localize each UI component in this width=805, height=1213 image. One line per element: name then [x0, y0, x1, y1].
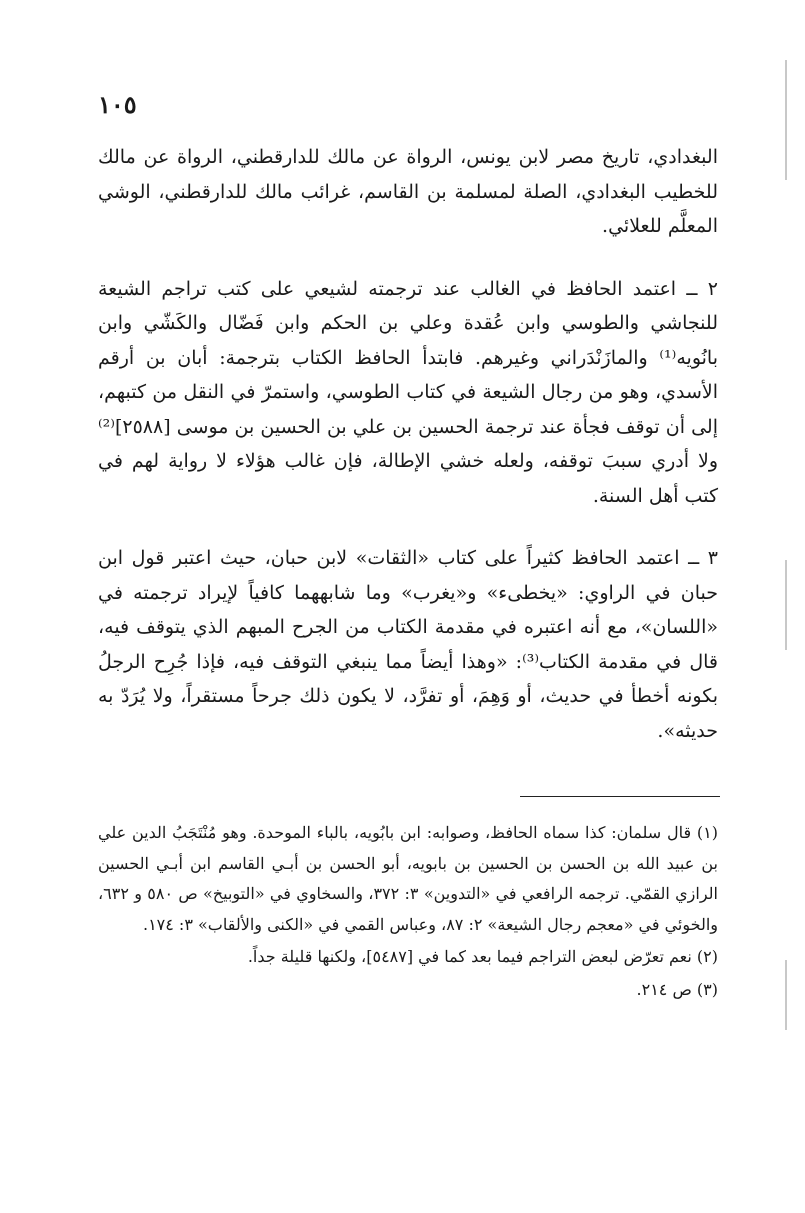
footnote-2: (٢) نعم تعرّض لبعض التراجم فيما بعد كما في [٥٤٨٧]، ولكنها قليلة جداً.	[247, 947, 718, 966]
footnotes	[98, 818, 718, 1007]
footnote-1: (١) قال سلمان: كذا سماه الحافظ، وصوابه: ابن بابُويه، بالباء الموحدة. وهو مُنْتَجَبُ الدين علي بن عبيد الله بن الحسن بن الحسين بن بابويه، أبو الحسن بن أبـي القاسم ابن أبـي الحسين الرازي القمّي. ترجمه الرافعي في «التدوين» ٣: ٣٧٢، والسخاوي في «التوبيخ» ص ٥٨٠ و ٦٣٢، والخوئي في «معجم رجال الشيعة» ٢: ٨٧، وعباس القمي في «الكنى والألقاب» ٣: ١٧٤.	[98, 823, 719, 934]
scan-edge-mark-middle	[785, 560, 787, 650]
paragraph-3: ٣ ــ اعتمد الحافظ كثيراً على كتاب «الثقات» لابن حبان، حيث اعتبر قول ابن حبان في الراوي: «يخطىء» و«يغرب» وما شابههما كافياً لإيراد ترجمته في «اللسان»، مع أنه اعتبره في مقدمة الكتاب من الجرح المبهم الذي يتوقف فيه، قال في مقدمة الكتاب⁽³⁾: «وهذا أيضاً مما ينبغي التوقف فيه، فإذا جُرِح الرجلُ بكونه أخطأ في حديث، أو وَهِمَ، أو تفرَّد، لا يكون ذلك جرحاً مستقراً، ولا يُرَدّ به حديثه».	[98, 547, 718, 742]
scan-edge-mark-top	[785, 60, 787, 180]
footnote-divider	[520, 796, 720, 797]
page-number: ١٠٥	[98, 90, 137, 119]
main-text	[98, 140, 718, 776]
paragraph-2: ٢ ــ اعتمد الحافظ في الغالب عند ترجمته لشيعي على كتب تراجم الشيعة للنجاشي والطوسي وابن عُقدة وعلي بن الحكم وابن فَضّال والكَشّي وابن بانُويه⁽¹⁾ والمازَنْدَراني وغيرهم. فابتدأ الحافظ الكتاب بترجمة: أبان بن أرقم الأسدي، وهو من رجال الشيعة في كتاب الطوسي، واستمرّ في النقل من كتبهم، إلى أن توقف فجأة عند ترجمة الحسين بن علي بن الحسين بن موسى [٢٥٨٨]⁽²⁾ ولا أدري سببَ توقفه، ولعله خشي الإطالة، فإن غالب هؤلاء لا رواية لهم في كتب أهل السنة.	[98, 277, 718, 507]
footnote-3: (٣) ص ٢١٤.	[636, 979, 718, 999]
paragraph-1: البغدادي، تاريخ مصر لابن يونس، الرواة عن مالك للدارقطني، الرواة عن مالك للخطيب البغدادي، الصلة لمسلمة بن القاسم، غرائب مالك للدارقطني، الوشي المعلَّم للعلائي.	[98, 146, 718, 237]
scan-edge-mark-bottom	[785, 960, 787, 1030]
